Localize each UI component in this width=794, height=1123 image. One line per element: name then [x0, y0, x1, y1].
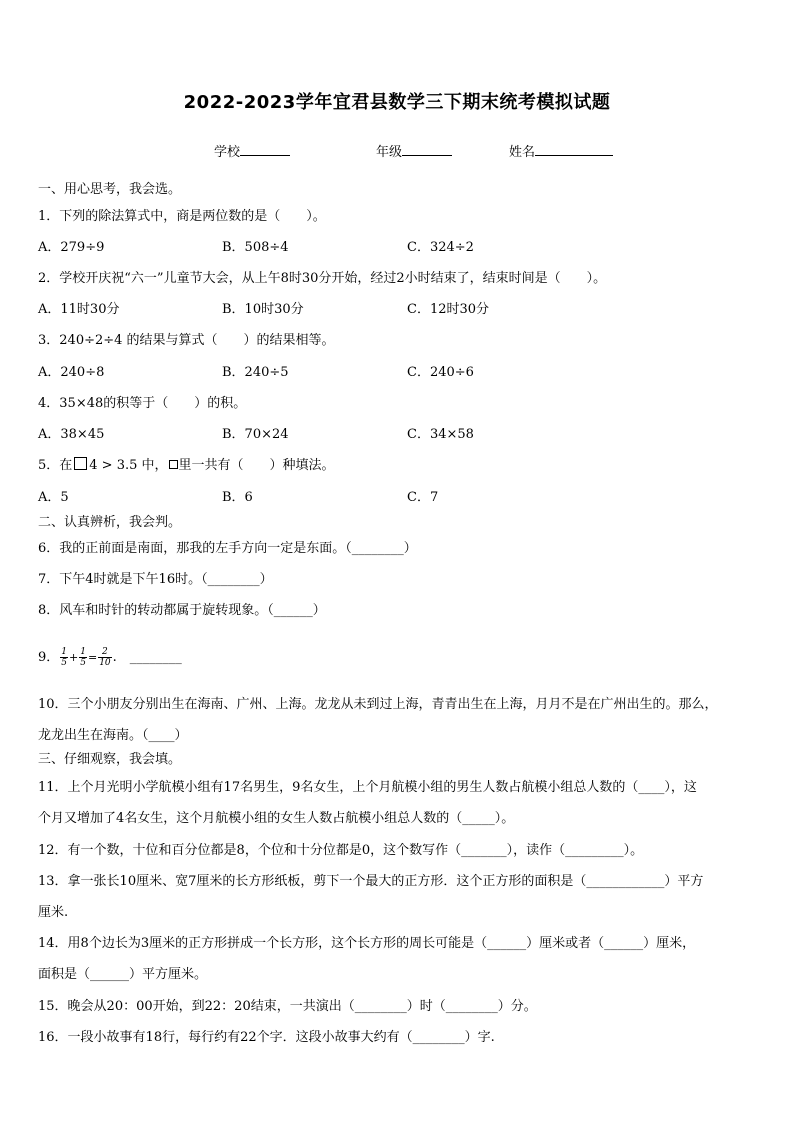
grade-field — [376, 141, 452, 160]
q9-label: 9． — [38, 650, 60, 665]
question-7: 7．下午4时就是下午16时。（________） — [38, 572, 273, 587]
question-4: 4．35×48的积等于（ ）的积。 — [38, 396, 247, 411]
q5-option-a: A．5 — [38, 490, 69, 505]
q5-prefix: 5．在 — [38, 458, 73, 473]
q5-option-c: C．7 — [407, 490, 439, 505]
school-field — [214, 141, 290, 160]
small-square-icon — [169, 460, 178, 469]
q5-option-b: B．6 — [222, 490, 253, 505]
question-16: 16．一段小故事有18行，每行约有22个字．这段小故事大约有（________）字. — [38, 1030, 495, 1045]
name-field — [509, 141, 613, 160]
question-8: 8．风车和时针的转动都属于旋转现象。（______） — [38, 603, 326, 618]
q2-option-c: C．12时30分 — [407, 302, 490, 317]
fraction-2-denominator: 5 — [80, 658, 86, 668]
name-blank — [535, 142, 613, 156]
fraction-3-numerator: 2 — [98, 647, 111, 658]
q3-option-a: A．240÷8 — [38, 365, 105, 380]
q5-suffix: 里一共有（ ）种填法。 — [178, 458, 335, 473]
page-title: 2022-2023学年宜君县数学三下期末统考模拟试题 — [183, 92, 611, 113]
question-11-line-2: 个月又增加了4名女生，这个月航模小组的女生人数占航模小组总人数的（_____）。 — [38, 811, 515, 826]
question-6: 6．我的正前面是南面，那我的左手方向一定是东面。（________） — [38, 541, 417, 556]
school-blank — [240, 142, 290, 156]
question-13-line-1: 13．拿一张长10厘米、宽7厘米的长方形纸板，剪下一个最大的正方形．这个正方形的面积是（____________）平方 — [38, 874, 704, 889]
section-heading-1: 一、用心思考，我会选。 — [38, 182, 182, 197]
q3-option-b: B．240÷5 — [222, 365, 289, 380]
question-5 — [38, 457, 335, 475]
fraction-2 — [79, 647, 87, 668]
fraction-3 — [98, 647, 111, 668]
question-3: 3．240÷2÷4 的结果与算式（ ）的结果相等。 — [38, 333, 335, 348]
section-heading-3: 三、仔细观察，我会填。 — [38, 752, 182, 767]
school-label: 学校 — [214, 145, 241, 160]
question-14-line-2: 面积是（______）平方厘米。 — [38, 967, 208, 982]
q2-option-b: B．10时30分 — [222, 302, 304, 317]
q4-option-a: A．38×45 — [38, 427, 105, 442]
question-9 — [38, 646, 182, 670]
grade-blank — [402, 142, 452, 156]
fraction-1-numerator: 1 — [61, 647, 68, 657]
question-10-line-2: 龙龙出生在海南。（____） — [38, 728, 188, 743]
fraction-3-denominator: 10 — [99, 658, 111, 668]
q9-answer-blank: . ________ — [112, 650, 182, 665]
fraction-1 — [60, 647, 68, 668]
q2-option-a: A．11时30分 — [38, 302, 120, 317]
q5-inequality: 4 > 3.5 中， — [89, 458, 168, 473]
grade-label: 年级 — [376, 145, 403, 160]
fraction-2-numerator: 1 — [80, 647, 86, 657]
q4-option-c: C．34×58 — [407, 427, 474, 442]
plus-sign: + — [69, 651, 79, 664]
equals-sign: = — [87, 651, 98, 664]
question-15: 15．晚会从20：00开始，到22：20结束，一共演出（________）时（________）分。 — [38, 999, 537, 1014]
q4-option-b: B．70×24 — [222, 427, 289, 442]
question-13-line-2: 厘米. — [38, 905, 69, 920]
q1-option-a: A．279÷9 — [38, 240, 105, 255]
question-14-line-1: 14．用8个边长为3厘米的正方形拼成一个长方形，这个长方形的周长可能是（______）厘米或者（______）厘米， — [38, 936, 696, 951]
section-heading-2: 二、认真辨析，我会判。 — [38, 515, 182, 530]
question-2: 2．学校开庆祝“六一”儿童节大会，从上午8时30分开始，经过2小时结束了，结束时间是（ ）。 — [38, 271, 607, 286]
question-11-line-1: 11．上个月光明小学航模小组有17名男生，9名女生，上个月航模小组的男生人数占航模小组总人数的（____），这 — [38, 780, 697, 795]
name-label: 姓名 — [509, 145, 536, 160]
question-10-line-1: 10．三个小朋友分别出生在海南、广州、上海。龙龙从未到过上海，青青出生在上海，月月不是在广州出生的。那么， — [38, 697, 718, 712]
q3-option-c: C．240÷6 — [407, 365, 474, 380]
q1-option-b: B．508÷4 — [222, 240, 289, 255]
question-1: 1．下列的除法算式中，商是两位数的是（ ）。 — [38, 209, 326, 224]
fraction-1-denominator: 5 — [61, 658, 68, 668]
question-12: 12．有一个数，十位和百分位都是8，个位和十分位都是0，这个数写作（_______），读作（_________）。 — [38, 843, 644, 858]
blank-square-icon — [74, 457, 87, 470]
q1-option-c: C．324÷2 — [407, 240, 474, 255]
